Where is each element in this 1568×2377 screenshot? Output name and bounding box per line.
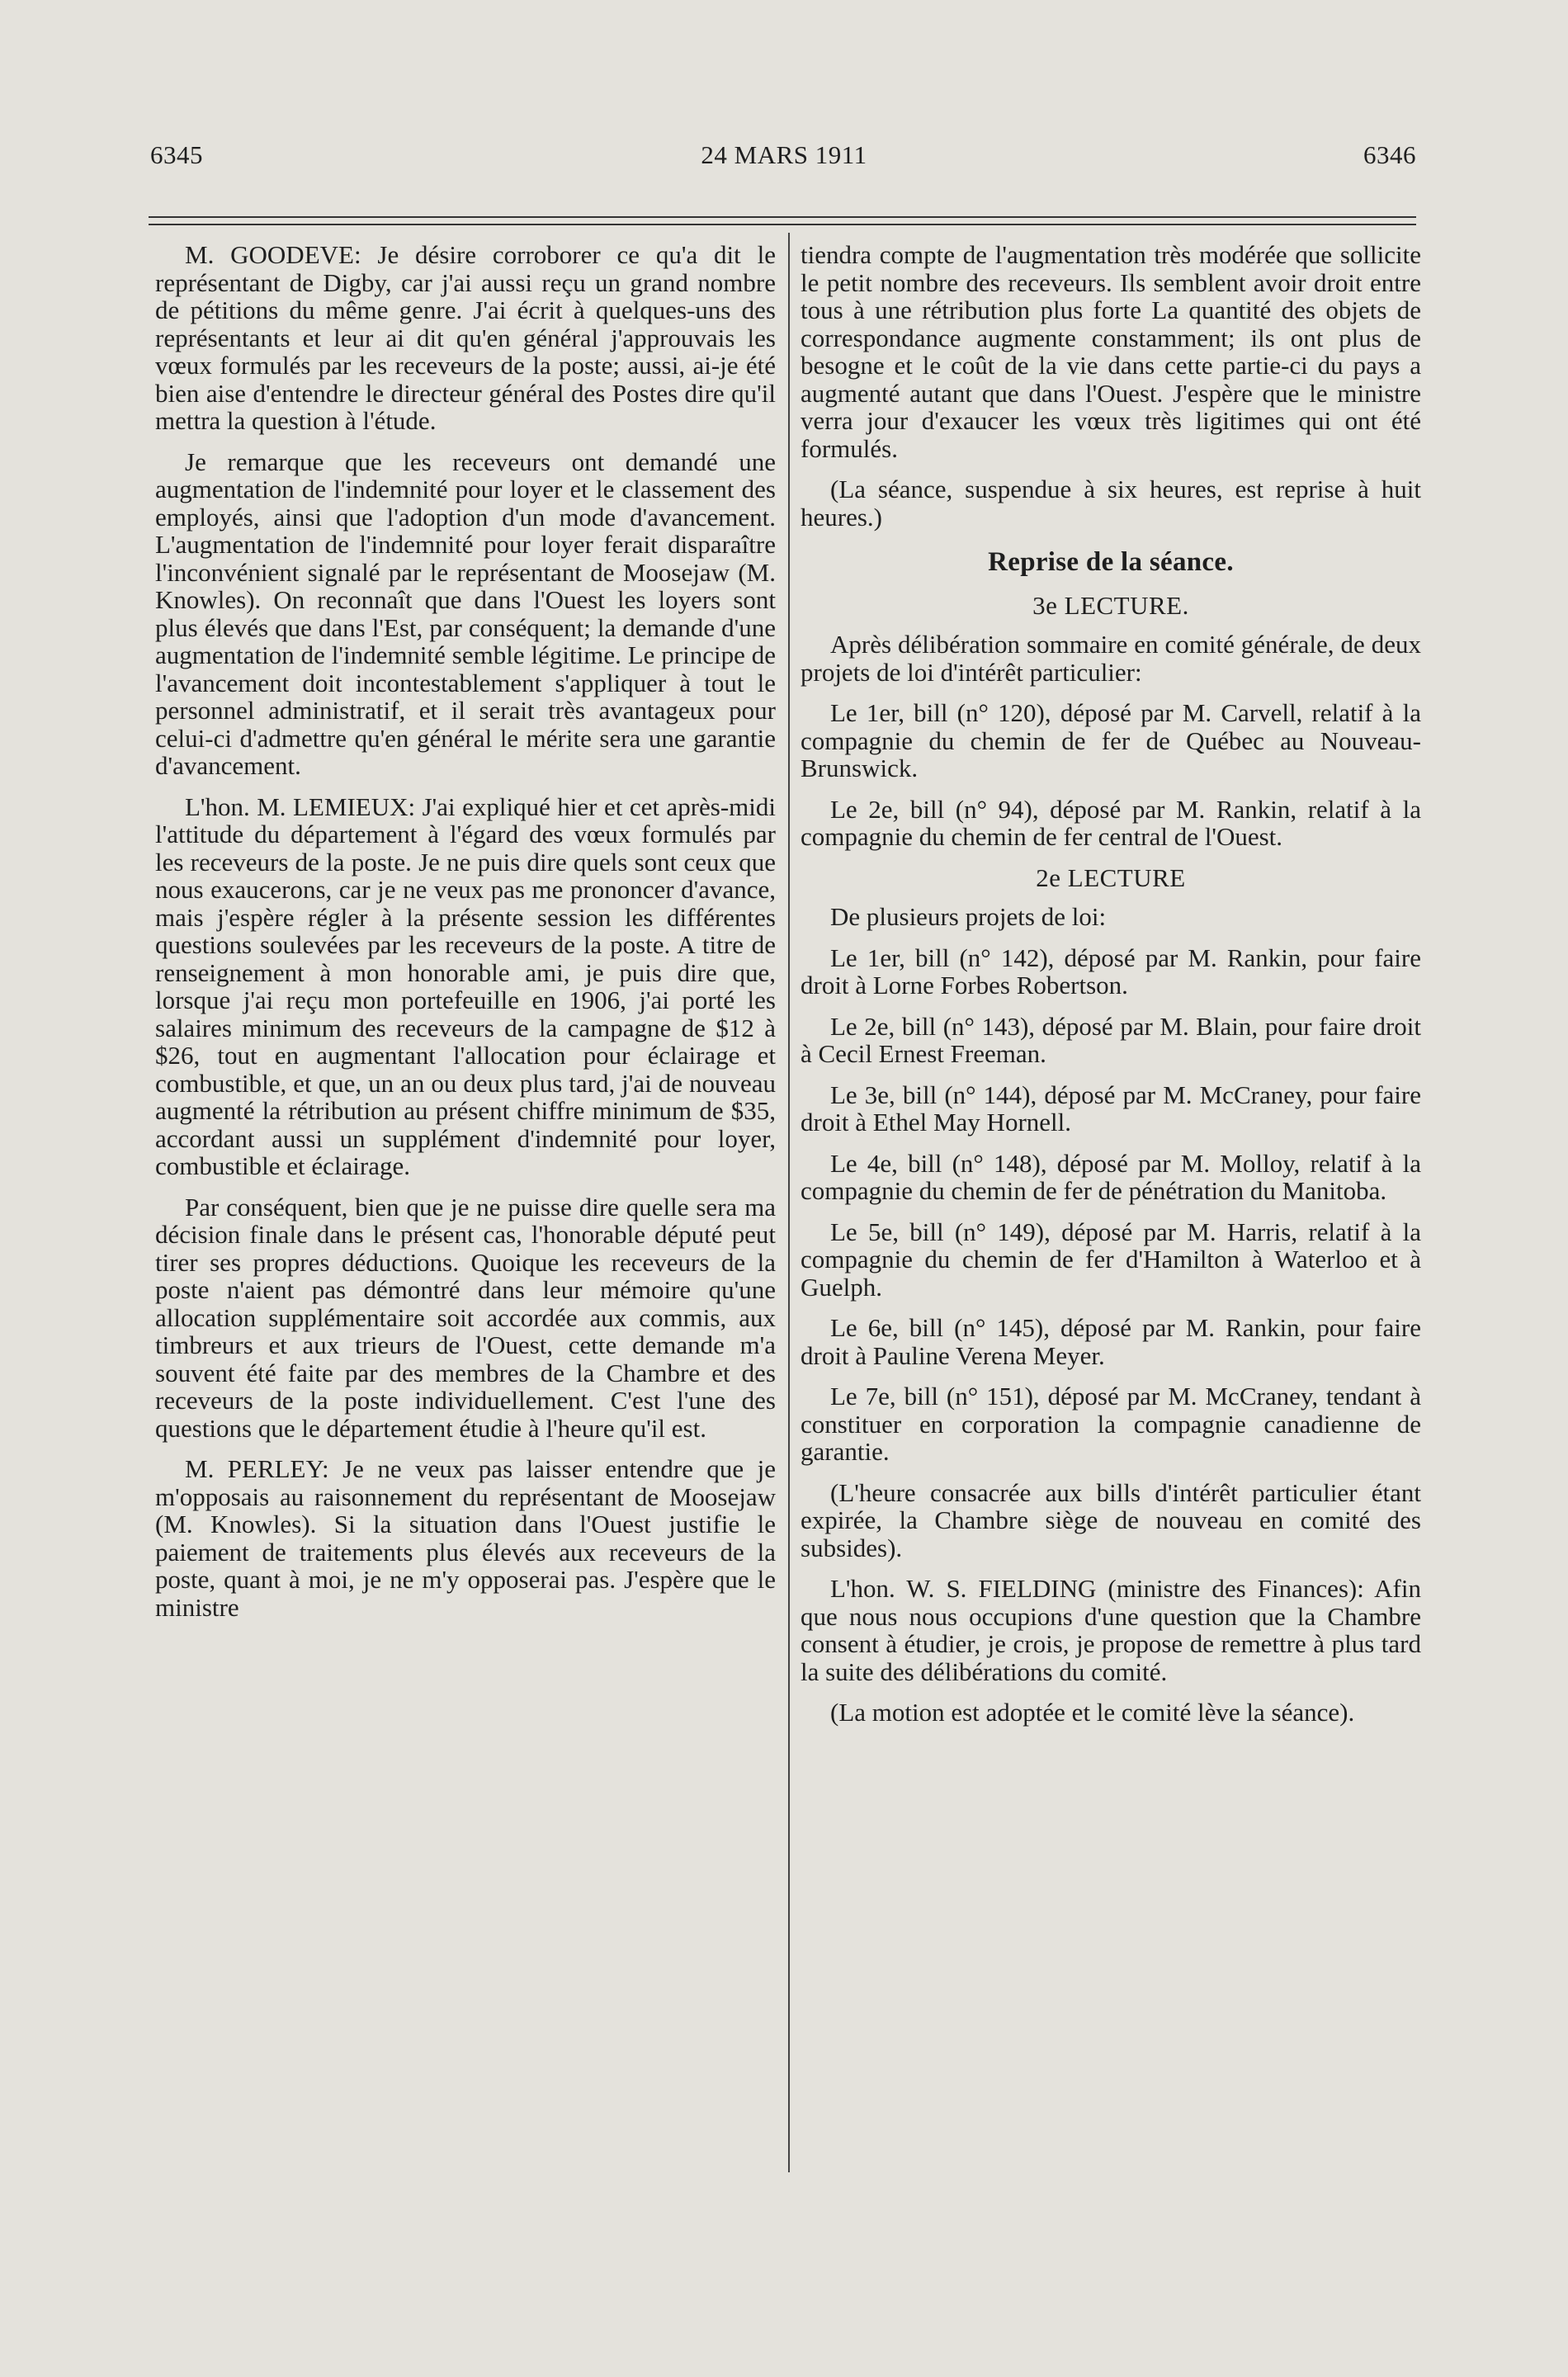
right-column [801,241,1421,1740]
page-date: 24 MARS 1911 [701,140,867,169]
paragraph-motion: (La motion est adoptée et le comité lève la séance). [830,1698,1355,1727]
paragraph-lemieux-cont: Par conséquent, bien que je ne puisse dire quelle sera ma décision finale dans le présent cas, l'honorable député peut tirer ses propres déductions. Quoique les receveurs de la poste n'aient pas démontré dans leur mémoire qu'une allocation supplémentaire soit accordée aux commis, aux timbreurs et aux trieurs de l'Ouest, cette demande m'a souvent été faite par des membres de la Chambre et des receveurs de la poste individuellement. C'est l'une des questions que le département étudie à l'heure qu'il est. [155,1192,776,1443]
paragraph-fielding: L'hon. W. S. FIELDING (ministre des Finances): Afin que nous nous occupions d'une question que la Chambre consent à étudier, je crois, je propose de remettre à plus tard la suite des délibérations du comité. [801,1574,1421,1686]
section-heading: Reprise de la séance. [988,547,1234,577]
header-rule-top [149,216,1416,218]
bill-item: Le 1er, bill (n° 142), déposé par M. Rankin, pour faire droit à Lorne Forbes Robertson. [801,943,1421,999]
left-column [155,241,776,1634]
header-rule-bottom [149,224,1416,225]
paragraph-hour-expired: (L'heure consacrée aux bills d'intérêt particulier étant expirée, la Chambre siège de nouveau en comité des subsides). [801,1477,1421,1562]
bill-item: Le 3e, bill (n° 144), déposé par M. McCraney, pour faire droit à Ethel May Hornell. [801,1080,1421,1137]
bill-item: Le 2e, bill (n° 94), déposé par M. Rankin, relatif à la compagnie du chemin de fer central de l'Ouest. [801,794,1421,851]
column-divider [788,233,790,2172]
paragraph-lemieux: L'hon. M. LEMIEUX: J'ai expliqué hier et cet après-midi l'attitude du département à l'égard des vœux formulés par les receveurs de la poste. Je ne puis dire quels sont ceux que nous exaucerons, car je ne veux pas me prononcer d'avance, mais j'espère régler à la présente session les différentes questions soulevées par les receveurs de la poste. A titre de renseignement à mon honorable ami, je puis dire que, lorsque j'ai reçu mon portefeuille en 1906, j'ai porté les salaires minimum des receveurs de la campagne de $12 à $26, tout en augmentant l'allocation pour éclairage et combustible, et que, un an ou deux plus tard, j'ai de nouveau augmenté la rétribution au présent chiffre minimum de $35, accordant aussi un supplément d'indemnité pour loyer, combustible et éclairage. [155,792,776,1180]
second-reading-intro: De plusieurs projets de loi: [830,902,1107,931]
paragraph-continuation: tiendra compte de l'augmentation très modérée que sollicite le petit nombre des receveurs. Ils semblent avoir droit entre tous à une rétribution plus forte La quantité des objets de correspondance augmente constamment; ils ont plus de besogne et le coût de la vie dans cette partie-ci du pays a augmenté autant que dans l'Ouest. J'espère que le ministre verra jour d'exaucer les vœux très ligitimes qui ont été formulés. [801,240,1421,463]
second-reading-heading: 2e LECTURE [1036,862,1186,892]
paragraph-goodeve: M. GOODEVE: Je désire corroborer ce qu'a dit le représentant de Digby, car j'ai aussi reçu un grand nombre de pétitions du même genre. J'ai écrit à quelques-uns des représentants et leur ai dit qu'en général j'approuvais les vœux formulés par les receveurs de la poste; aussi, ai-je été bien aise d'entendre le directeur général des Postes dire qu'il mettra la question à l'étude. [155,240,776,435]
paragraph-goodeve-cont: Je remarque que les receveurs ont demandé une augmentation de l'indemnité pour loyer et le classement des employés, ainsi que l'adoption d'un mode d'avancement. L'augmentation de l'indemnité pour loyer ferait disparaître l'inconvénient signalé par le représentant de Moosejaw (M. Knowles). On reconnaît que dans l'Ouest les loyers sont plus élevés que dans l'Est, par conséquent; la demande d'une augmentation de l'indemnité semble légitime. Le principe de l'avancement doit incontestablement s'appliquer à tout le personnel administratif, et il serait très avantageux pour celui-ci d'admettre qu'en général le mérite sera une garantie d'avancement. [155,447,776,780]
bill-item: Le 2e, bill (n° 143), déposé par M. Blain, pour faire droit à Cecil Ernest Freeman. [801,1011,1421,1068]
bill-item: Le 7e, bill (n° 151), déposé par M. McCraney, tendant à constituer en corporation la compagnie canadienne de garantie. [801,1382,1421,1466]
paragraph-perley: M. PERLEY: Je ne veux pas laisser entendre que je m'opposais au raisonnement du représentant de Moosejaw (M. Knowles). Si la situation dans l'Ouest justifie le paiement de traitements plus élevés aux receveurs de la poste, quant à moi, je ne m'y opposerai pas. J'espère que le ministre [155,1454,776,1622]
bill-item: Le 4e, bill (n° 148), déposé par M. Molloy, relatif à la compagnie du chemin de fer de pénétration du Manitoba. [801,1148,1421,1205]
bill-item: Le 5e, bill (n° 149), déposé par M. Harris, relatif à la compagnie du chemin de fer d'Hamilton à Waterloo et à Guelph. [801,1217,1421,1302]
bill-item: Le 1er, bill (n° 120), déposé par M. Carvell, relatif à la compagnie du chemin de fer de Québec au Nouveau-Brunswick. [801,698,1421,782]
bill-item: Le 6e, bill (n° 145), déposé par M. Rankin, pour faire droit à Pauline Verena Meyer. [801,1313,1421,1370]
third-reading-intro: Après délibération sommaire en comité générale, de deux projets de loi d'intérêt particulier: [801,630,1421,687]
page-number-left: 6345 [150,140,203,169]
page-number-right: 6346 [1363,140,1416,169]
third-reading-heading: 3e LECTURE. [1032,590,1189,620]
paragraph-suspension: (La séance, suspendue à six heures, est reprise à huit heures.) [801,475,1421,532]
